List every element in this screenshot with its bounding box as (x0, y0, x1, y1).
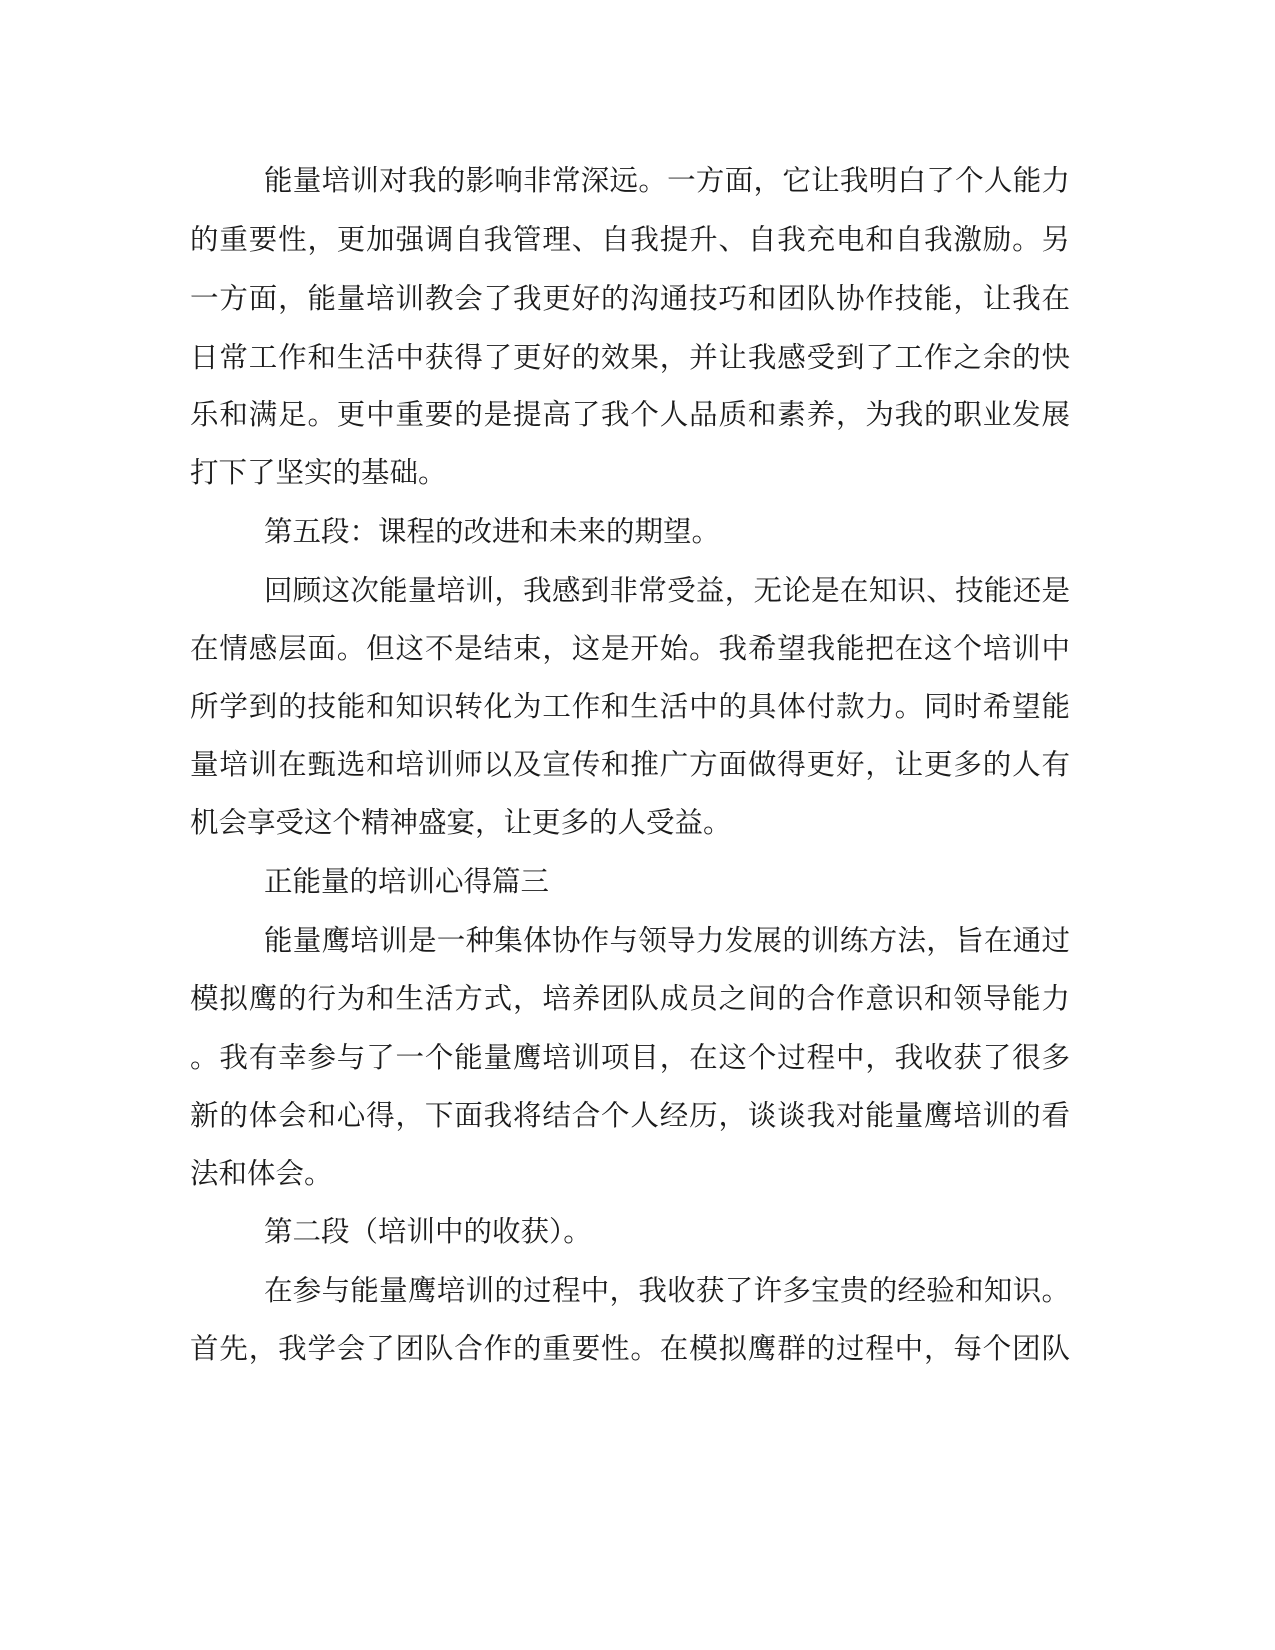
paragraph-line: 回顾这次能量培训，我感到非常受益，无论是在知识、技能还是 (264, 574, 1070, 607)
paragraph-line: 所学到的技能和知识转化为工作和生活中的具体付款力。同时希望能 (190, 690, 1070, 723)
paragraph-line: 机会享受这个精神盛宴，让更多的人受益。 (190, 806, 732, 839)
paragraph-line: 一方面，能量培训教会了我更好的沟通技巧和团队协作技能，让我在 (190, 282, 1070, 315)
paragraph-line: 首先，我学会了团队合作的重要性。在模拟鹰群的过程中，每个团队 (190, 1332, 1070, 1365)
paragraph-line: 打下了坚实的基础。 (190, 456, 447, 489)
paragraph-line: 在参与能量鹰培训的过程中，我收获了许多宝贵的经验和知识。 (264, 1274, 1070, 1307)
paragraph-line: 的重要性，更加强调自我管理、自我提升、自我充电和自我激励。另 (190, 223, 1070, 256)
paragraph-line: 能量鹰培训是一种集体协作与领导力发展的训练方法，旨在通过 (264, 924, 1070, 957)
paragraph-line: 。我有幸参与了一个能量鹰培训项目，在这个过程中，我收获了很多 (190, 1041, 1070, 1074)
paragraph-line: 能量培训对我的影响非常深远。一方面，它让我明白了个人能力 (264, 164, 1070, 197)
paragraph-line: 模拟鹰的行为和生活方式，培养团队成员之间的合作意识和领导能力 (190, 982, 1070, 1015)
section-title: 正能量的培训心得篇三 (264, 865, 550, 898)
paragraph-line: 量培训在甄选和培训师以及宣传和推广方面做得更好，让更多的人有 (190, 748, 1070, 781)
paragraph-line: 新的体会和心得，下面我将结合个人经历，谈谈我对能量鹰培训的看 (190, 1099, 1070, 1132)
paragraph-line: 日常工作和生活中获得了更好的效果，并让我感受到了工作之余的快 (190, 341, 1070, 374)
paragraph-line: 法和体会。 (190, 1157, 333, 1190)
paragraph-line: 乐和满足。更中重要的是提高了我个人品质和素养，为我的职业发展 (190, 398, 1070, 431)
section-heading: 第二段（培训中的收获）。 (264, 1215, 592, 1248)
section-heading: 第五段：课程的改进和未来的期望。 (264, 515, 721, 548)
paragraph-line: 在情感层面。但这不是结束，这是开始。我希望我能把在这个培训中 (190, 632, 1070, 665)
